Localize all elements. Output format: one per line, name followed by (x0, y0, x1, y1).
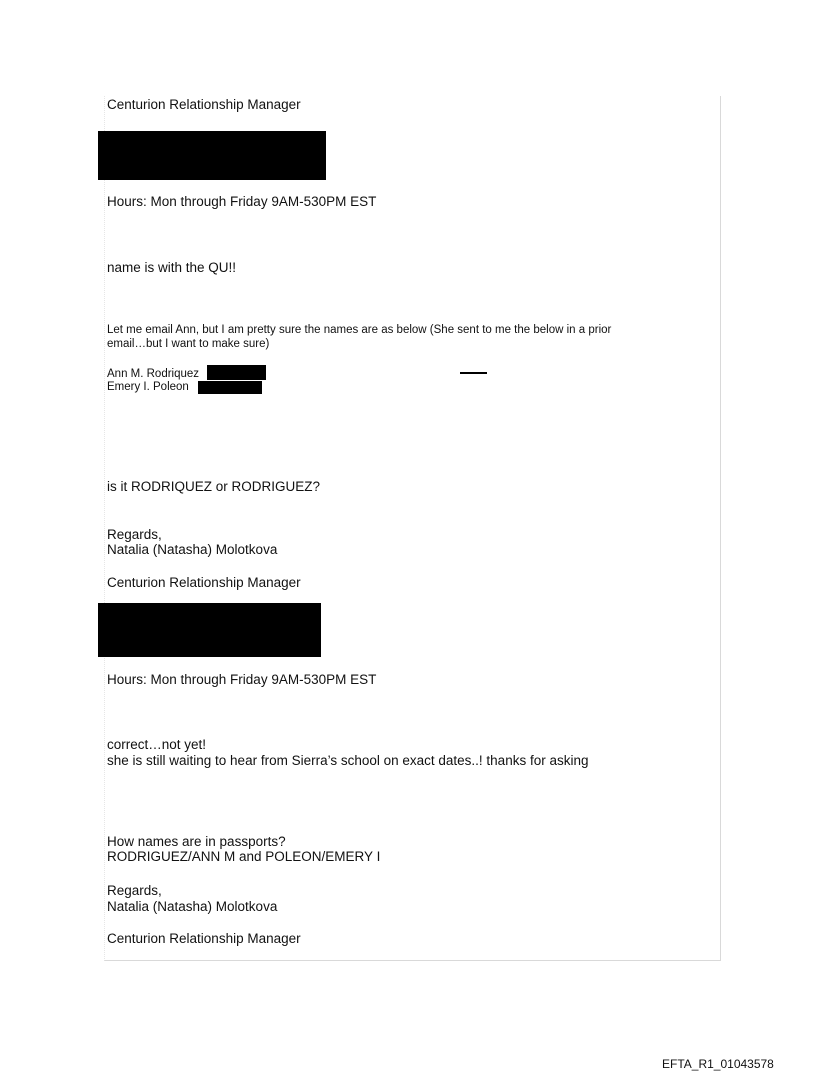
signature-regards: Regards, (107, 527, 162, 542)
document-id: EFTA_R1_01043578 (662, 1057, 774, 1071)
redaction-block (98, 131, 326, 180)
redaction-block (98, 603, 321, 657)
office-hours: Hours: Mon through Friday 9AM-530PM EST (107, 672, 377, 687)
message-text: How names are in passports? (107, 834, 286, 849)
message-text: RODRIGUEZ/ANN M and POLEON/EMERY I (107, 849, 381, 864)
redaction-block (207, 365, 266, 380)
sender-title: Centurion Relationship Manager (107, 97, 301, 112)
message-text: is it RODRIQUEZ or RODRIGUEZ? (107, 479, 321, 494)
redaction-block (198, 381, 262, 394)
dash-mark (460, 372, 487, 374)
signature-regards: Regards, (107, 883, 162, 898)
email-thread-frame (104, 96, 721, 961)
office-hours: Hours: Mon through Friday 9AM-530PM EST (107, 194, 377, 209)
signature-name: Natalia (Natasha) Molotkova (107, 542, 278, 557)
message-text: she is still waiting to hear from Sierra’s school on exact dates..! thanks for asking (107, 753, 589, 768)
passenger-name: Ann M. Rodriquez (107, 368, 200, 380)
message-text: Let me email Ann, but I am pretty sure the names are as below (She sent to me the below in a prior (107, 324, 612, 336)
sender-title: Centurion Relationship Manager (107, 575, 301, 590)
sender-title: Centurion Relationship Manager (107, 931, 301, 946)
passenger-name: Emery I. Poleon (107, 381, 189, 393)
message-text: name is with the QU!! (107, 260, 237, 275)
message-text: email…but I want to make sure) (107, 338, 270, 350)
message-text: correct…not yet! (107, 737, 207, 752)
signature-name: Natalia (Natasha) Molotkova (107, 899, 278, 914)
